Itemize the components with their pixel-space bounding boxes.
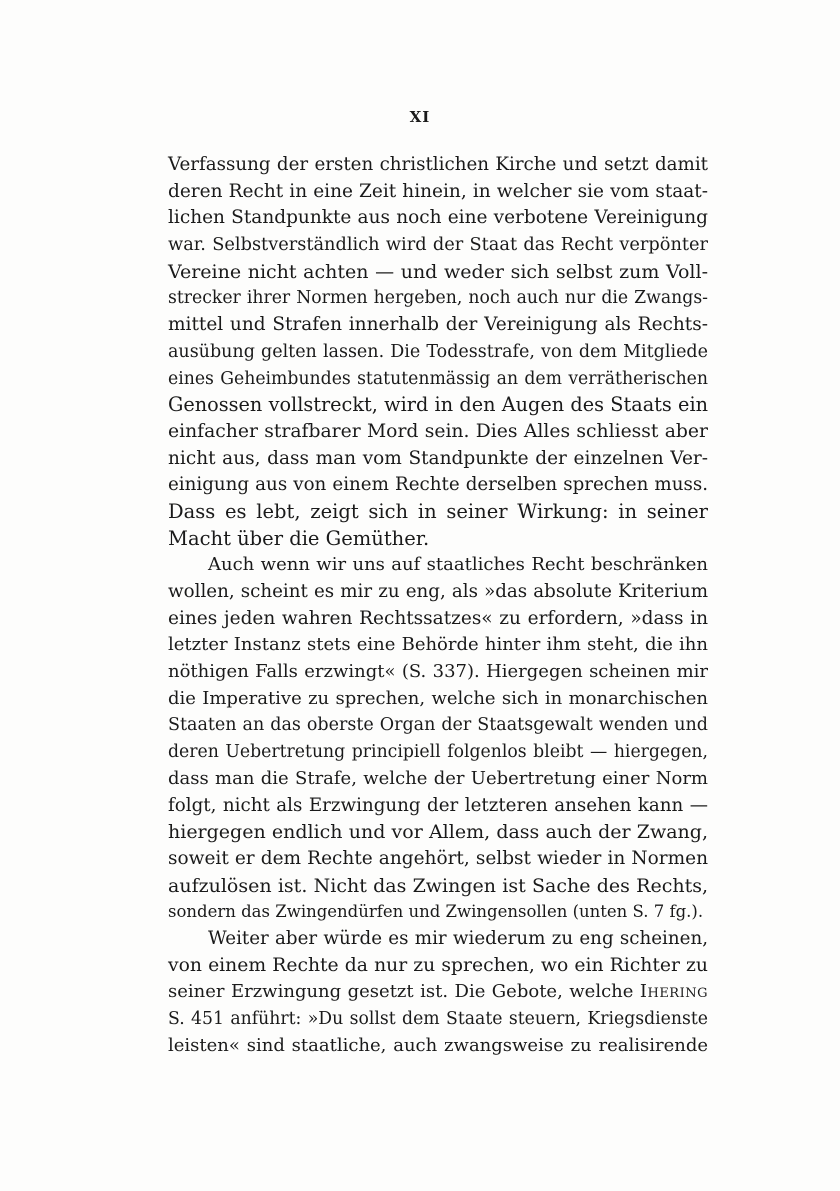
text-line: von einem Rechte da nur zu sprechen, wo ein Richter zu xyxy=(168,954,708,976)
text-line: Genossen vollstreckt, wird in den Augen des Staats ein xyxy=(168,393,708,417)
text-line: strecker ihrer Normen hergeben, noch auch nur die Zwangs- xyxy=(168,288,708,309)
text-line: nöthigen Falls erzwingt« (S. 337). Hiergegen scheinen mir xyxy=(168,661,708,683)
text-line: dass man die Strafe, welche der Uebertretung einer Norm xyxy=(168,767,708,789)
author-name-ihering: Ihering xyxy=(639,981,708,1003)
text-line: wollen, scheint es mir zu eng, als »das absolute Kriterium xyxy=(168,581,708,602)
body-text xyxy=(168,152,708,1059)
text-line: eines Geheimbundes statutenmässig an dem verrätherischen xyxy=(168,368,708,389)
text-line: deren Recht in eine Zeit hinein, in welcher sie vom staat- xyxy=(168,180,708,202)
text-line: die Imperative zu sprechen, welche sich in monarchischen xyxy=(168,687,708,709)
text-line: hiergegen endlich und vor Allem, dass auch der Zwang, xyxy=(168,821,708,844)
text-line: mittel und Strafen innerhalb der Vereinigung als Rechts- xyxy=(168,314,708,336)
text-line: einfacher strafbarer Mord sein. Dies Alles schliesst aber xyxy=(168,420,708,442)
text-segment: seiner Erzwingung gesetzt ist. Die Gebote, welche xyxy=(168,981,640,1003)
text-line: lichen Standpunkte aus noch eine verbotene Vereinigung xyxy=(168,207,708,229)
text-line: Staaten an das oberste Organ der Staatsgewalt wenden und xyxy=(168,715,708,736)
text-line: letzter Instanz stets eine Behörde hinter ihm steht, die ihn xyxy=(168,634,708,656)
text-line-with-name xyxy=(168,979,708,1006)
text-line: folgt, nicht als Erzwingung der letzteren ansehen kann — xyxy=(168,794,708,816)
text-line: sondern das Zwingendürfen und Zwingensollen (unten S. 7 fg.). xyxy=(168,902,704,922)
page-number: XI xyxy=(409,108,431,126)
text-line: Vereine nicht achten — und weder sich selbst zum Voll- xyxy=(168,260,708,283)
text-line: S. 451 anführt: »Du sollst dem Staate steuern, Kriegsdienste xyxy=(168,1009,708,1029)
text-line: soweit er dem Rechte angehört, selbst wieder in Normen xyxy=(168,847,708,869)
text-line: einigung aus von einem Rechte derselben sprechen muss. xyxy=(168,474,708,496)
text-line: war. Selbstverständlich wird der Staat das Recht verpönter xyxy=(168,235,708,256)
text-line: Macht über die Gemüther. xyxy=(168,526,430,550)
text-line: Verfassung der ersten christlichen Kirche und setzt damit xyxy=(168,154,708,175)
paragraph-start-line: Auch wenn wir uns auf staatliches Recht beschränken xyxy=(208,554,708,576)
text-line: ausübung gelten lassen. Die Todesstrafe, von dem Mitgliede xyxy=(168,341,708,362)
text-line: deren Uebertretung principiell folgenlos bleibt — hiergegen, xyxy=(168,742,708,763)
text-line: leisten« sind staatliche, auch zwangsweise zu realisirende xyxy=(168,1034,708,1056)
text-line: Dass es lebt, zeigt sich in seiner Wirkung: in seiner xyxy=(168,499,708,523)
text-line: eines jeden wahren Rechtssatzes« zu erfordern, »dass in xyxy=(168,607,708,629)
text-line: aufzulösen ist. Nicht das Zwingen ist Sache des Rechts, xyxy=(168,874,708,897)
text-line: nicht aus, dass man vom Standpunkte der einzelnen Ver- xyxy=(168,447,708,469)
paragraph-start-line: Weiter aber würde es mir wiederum zu eng scheinen, xyxy=(208,927,708,949)
